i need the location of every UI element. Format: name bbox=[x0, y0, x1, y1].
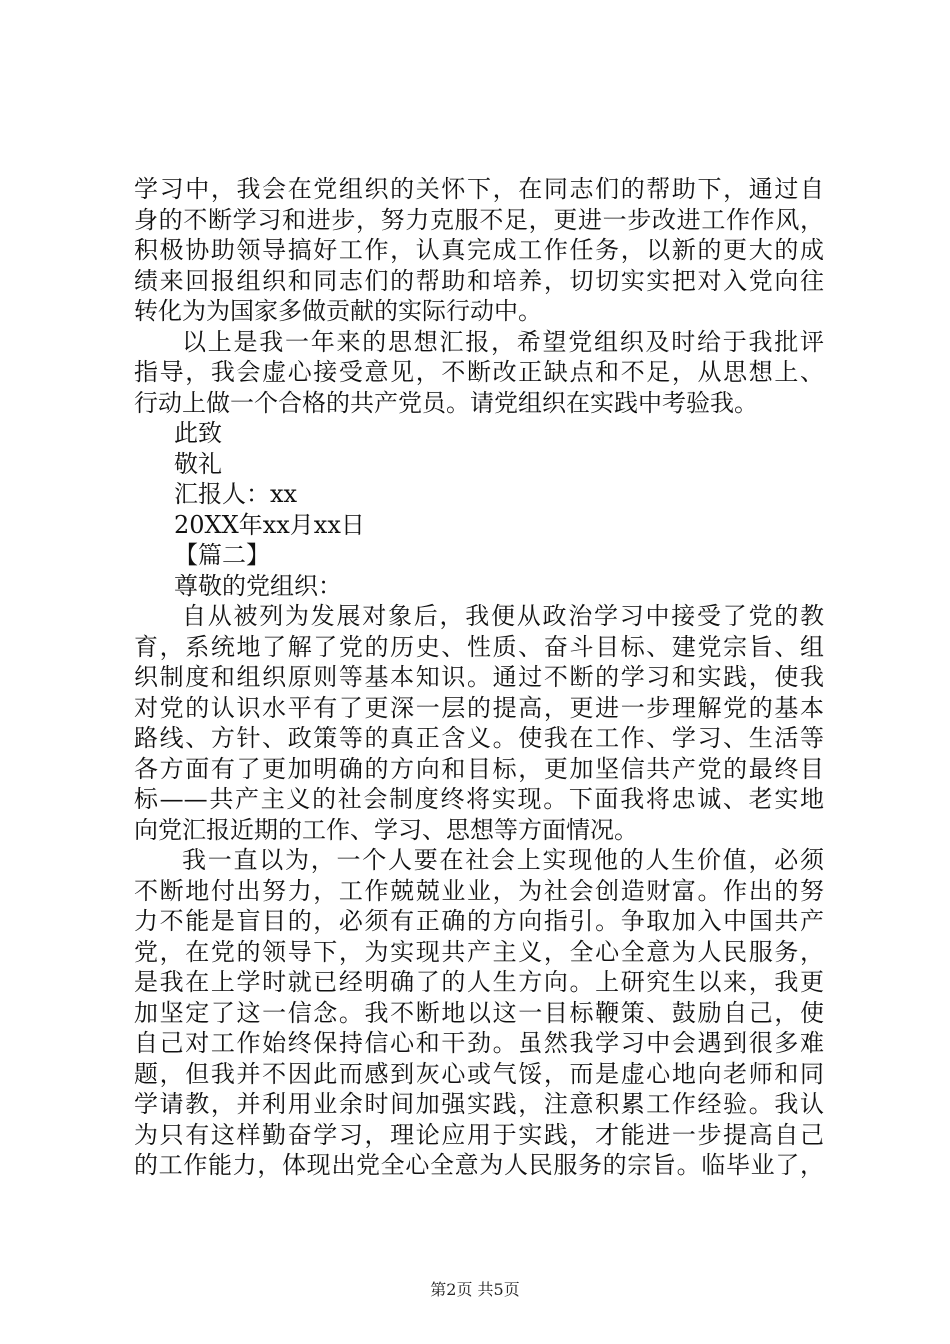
body-line: 自从被列为发展对象后，我便从政治学习中接受了党的教 bbox=[182, 602, 824, 630]
body-line: 题，但我并不因此而感到灰心或气馁，而是虚心地向老师和同 bbox=[134, 1059, 824, 1088]
body-line: 党，在党的领导下，为实现共产主义，全心全意为人民服务， bbox=[134, 937, 824, 966]
page-number-footer: 第2页 共5页 bbox=[430, 1280, 520, 1299]
body-line: 转化为为国家多做贡献的实际行动中。 bbox=[134, 297, 542, 325]
body-line: 为只有这样勤奋学习，理论应用于实践，才能进一步提高自己 bbox=[134, 1120, 824, 1149]
body-line: 力不能是盲目的，必须有正确的方向指引。争取加入中国共产 bbox=[134, 907, 824, 935]
document-body bbox=[134, 174, 824, 1181]
body-line: 身的不断学习和进步，努力克服不足，更进一步改进工作作风， bbox=[134, 205, 824, 234]
body-line: 以上是我一年来的思想汇报，希望党组织及时给于我批评 bbox=[182, 327, 824, 356]
salutation-line: 尊敬的党组织： bbox=[174, 571, 342, 600]
body-line: 加坚定了这一信念。我不断地以这一目标鞭策、鼓励自己，使 bbox=[134, 998, 824, 1027]
body-line: 我一直以为，一个人要在社会上实现他的人生价值，必须 bbox=[182, 846, 824, 874]
body-line: 的工作能力，体现出党全心全意为人民服务的宗旨。临毕业了， bbox=[134, 1151, 824, 1179]
body-line: 路线、方针、政策等的真正含义。使我在工作、学习、生活等 bbox=[134, 724, 824, 752]
body-line: 学请教，并利用业余时间加强实践，注意积累工作经验。我认 bbox=[134, 1090, 824, 1118]
body-line: 学习中，我会在党组织的关怀下，在同志们的帮助下，通过自 bbox=[134, 175, 824, 203]
closing-line: 此致 bbox=[174, 419, 222, 447]
body-line: 对党的认识水平有了更深一层的提高，更进一步理解党的基本 bbox=[134, 693, 824, 722]
signature-line: 汇报人：xx bbox=[174, 480, 298, 508]
body-line: 标——共产主义的社会制度终将实现。下面我将忠诚、老实地 bbox=[134, 785, 824, 813]
body-line: 积极协助领导搞好工作，认真完成工作任务，以新的更大的成 bbox=[134, 236, 824, 264]
section-heading: 【篇二】 bbox=[174, 541, 270, 569]
body-line: 育，系统地了解了党的历史、性质、奋斗目标、建党宗旨、组 bbox=[134, 632, 824, 661]
body-line: 织制度和组织原则等基本知识。通过不断的学习和实践，使我 bbox=[134, 663, 824, 691]
body-line: 绩来回报组织和同志们的帮助和培养，切切实实把对入党向往 bbox=[134, 266, 824, 295]
closing-line: 敬礼 bbox=[174, 449, 222, 478]
date-line: 20XX年xx月xx日 bbox=[174, 510, 365, 539]
body-line: 自己对工作始终保持信心和干劲。虽然我学习中会遇到很多难 bbox=[134, 1029, 824, 1057]
body-line: 向党汇报近期的工作、学习、思想等方面情况。 bbox=[134, 815, 638, 844]
body-line: 不断地付出努力，工作兢兢业业，为社会创造财富。作出的努 bbox=[134, 876, 824, 905]
body-line: 指导，我会虚心接受意见，不断改正缺点和不足，从思想上、 bbox=[134, 358, 824, 386]
body-line: 是我在上学时就已经明确了的人生方向。上研究生以来，我更 bbox=[134, 968, 824, 996]
body-line: 各方面有了更加明确的方向和目标，更加坚信共产党的最终目 bbox=[134, 754, 824, 783]
body-line: 行动上做一个合格的共产党员。请党组织在实践中考验我。 bbox=[134, 388, 758, 417]
